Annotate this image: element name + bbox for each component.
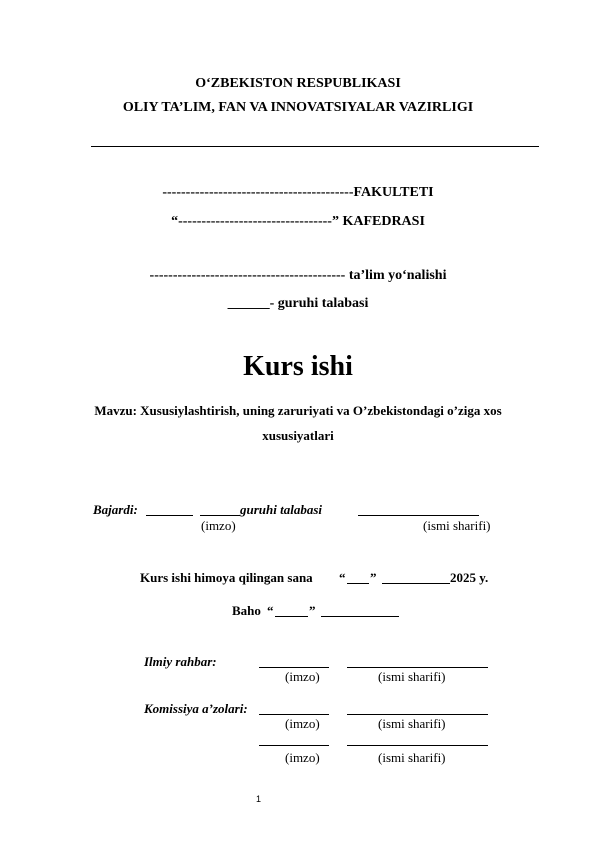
ministry-country: O‘ZBEKISTON RESPUBLIKASI <box>195 76 401 91</box>
topic-line-2: xususiyatlari <box>262 428 334 443</box>
topic-line-1: Mavzu: Xususiylashtirish, uning zaruriyati va O’zbekistondagi o’ziga xos <box>94 403 502 418</box>
supervisor-label: Ilmiy rahbar: <box>144 654 217 669</box>
defense-year: 2025 y. <box>450 570 489 585</box>
commission-name-line-2 <box>347 745 488 746</box>
defense-close-quote: ” <box>370 570 377 585</box>
performer-sign-line <box>200 515 240 516</box>
defense-label: Kurs ishi himoya qilingan sana <box>140 570 313 585</box>
supervisor-sign-line <box>259 667 329 668</box>
supervisor-sign-caption: (imzo) <box>285 669 320 684</box>
grade-score-line <box>275 616 308 617</box>
supervisor-name-line <box>347 667 488 668</box>
grade-open-quote: “ <box>267 603 274 618</box>
commission-sign-line-2 <box>259 745 329 746</box>
faculty-line: -----------------------------------------FAKULTETI <box>162 185 434 200</box>
group-line: ______- guruhi talabasi <box>227 296 369 311</box>
commission-label: Komissiya a’zolari: <box>144 701 248 716</box>
commission-name-caption-1: (ismi sharifi) <box>378 716 446 731</box>
performer-name-line <box>358 515 479 516</box>
header-divider <box>91 146 539 147</box>
performer-sign-caption: (imzo) <box>201 518 236 533</box>
grade-close-quote: ” <box>309 603 316 618</box>
commission-sign-caption-2: (imzo) <box>285 750 320 765</box>
document-type-title: Kurs ishi <box>243 351 353 382</box>
page-number: 1 <box>256 794 262 804</box>
commission-name-line-1 <box>347 714 488 715</box>
commission-sign-line-1 <box>259 714 329 715</box>
defense-day-line <box>347 583 369 584</box>
defense-open-quote: “ <box>339 570 346 585</box>
supervisor-name-caption: (ismi sharifi) <box>378 669 446 684</box>
performer-group-label: guruhi talabasi <box>240 502 323 517</box>
direction-line: ------------------------------------------ ta’lim yo‘nalishi <box>149 268 447 283</box>
performer-label: Bajardi: <box>93 502 138 517</box>
performer-blank-1 <box>146 515 193 516</box>
commission-name-caption-2: (ismi sharifi) <box>378 750 446 765</box>
grade-label: Baho <box>232 603 261 618</box>
performer-name-caption: (ismi sharifi) <box>423 518 491 533</box>
ministry-name: OLIY TA’LIM, FAN VA INNOVATSIYALAR VAZIRLIGI <box>122 100 474 115</box>
department-line: “---------------------------------” KAFEDRASI <box>171 214 425 229</box>
defense-month-line <box>382 583 450 584</box>
grade-word-line <box>321 616 399 617</box>
commission-sign-caption-1: (imzo) <box>285 716 320 731</box>
